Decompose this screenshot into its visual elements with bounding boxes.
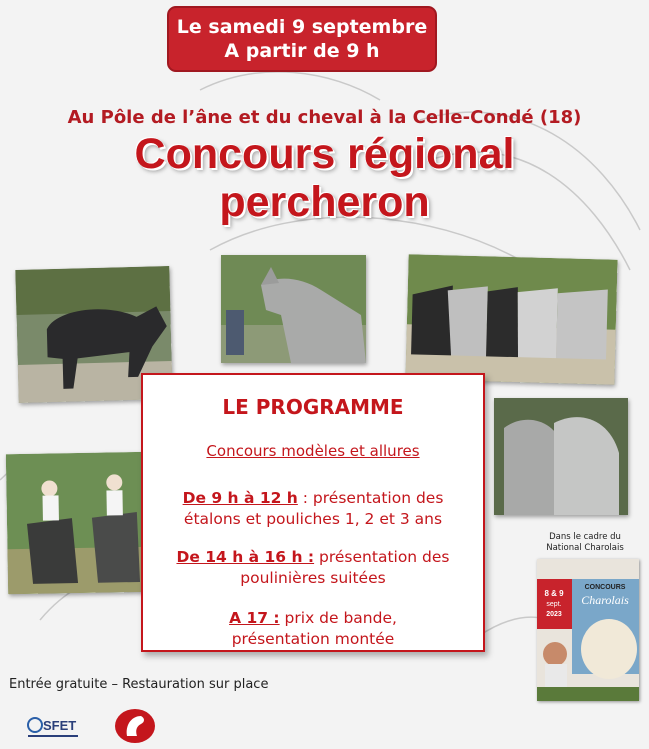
program-title: LE PROGRAMME [222, 395, 404, 419]
context-line-2: National Charolais [546, 543, 624, 553]
date-banner [167, 6, 437, 72]
poster-month: sept. [546, 601, 562, 608]
date-line: Le samedi 9 septembre [176, 16, 428, 38]
photo-grey-horse-head [221, 255, 366, 363]
program-item-time: De 9 h à 12 h [182, 489, 298, 507]
poster-year: 2023 [546, 611, 562, 618]
sfet-logo [26, 713, 80, 741]
title-line-1: Concours régional [134, 130, 515, 178]
program-item-2-cont: poulinières suitées [240, 569, 386, 587]
poster-dates: 8 & 9 [544, 589, 564, 598]
context-line-1: Dans le cadre du [549, 532, 621, 542]
footer-note: Entrée gratuite – Restauration sur place [9, 677, 269, 692]
program-box [141, 373, 485, 652]
program-item-text: prix de bande, [279, 609, 397, 627]
horse-head-logo [113, 708, 157, 744]
program-item-text: : présentation des [297, 489, 444, 507]
program-item-2 [143, 547, 483, 567]
photo-mounted-riders [6, 452, 155, 595]
program-item-time: De 14 h à 16 h : [176, 548, 315, 566]
sfet-logo-text: SFET [43, 718, 77, 733]
poster-brand: Charolais [581, 593, 629, 607]
charolais-poster [537, 559, 639, 701]
photo-two-grey-horses [494, 398, 628, 515]
venue-line: Au Pôle de l’âne et du cheval à la Celle-Condé (18) [67, 107, 582, 128]
program-item-3-cont: présentation montée [231, 630, 395, 648]
program-item-time: A 17 : [229, 609, 280, 627]
program-subtitle: Concours modèles et allures [206, 442, 420, 460]
program-item-text: présentation des [314, 548, 450, 566]
context-note [535, 532, 635, 554]
photo-line-of-horses [405, 254, 617, 384]
start-time-line: A partir de 9 h [224, 40, 380, 62]
program-item-3 [143, 608, 483, 628]
poster-label: CONCOURS [584, 584, 626, 591]
event-title [0, 130, 649, 226]
title-line-2: percheron [219, 178, 430, 226]
program-item-1-cont: étalons et pouliches 1, 2 et 3 ans [183, 510, 443, 528]
program-item-1 [143, 488, 483, 508]
